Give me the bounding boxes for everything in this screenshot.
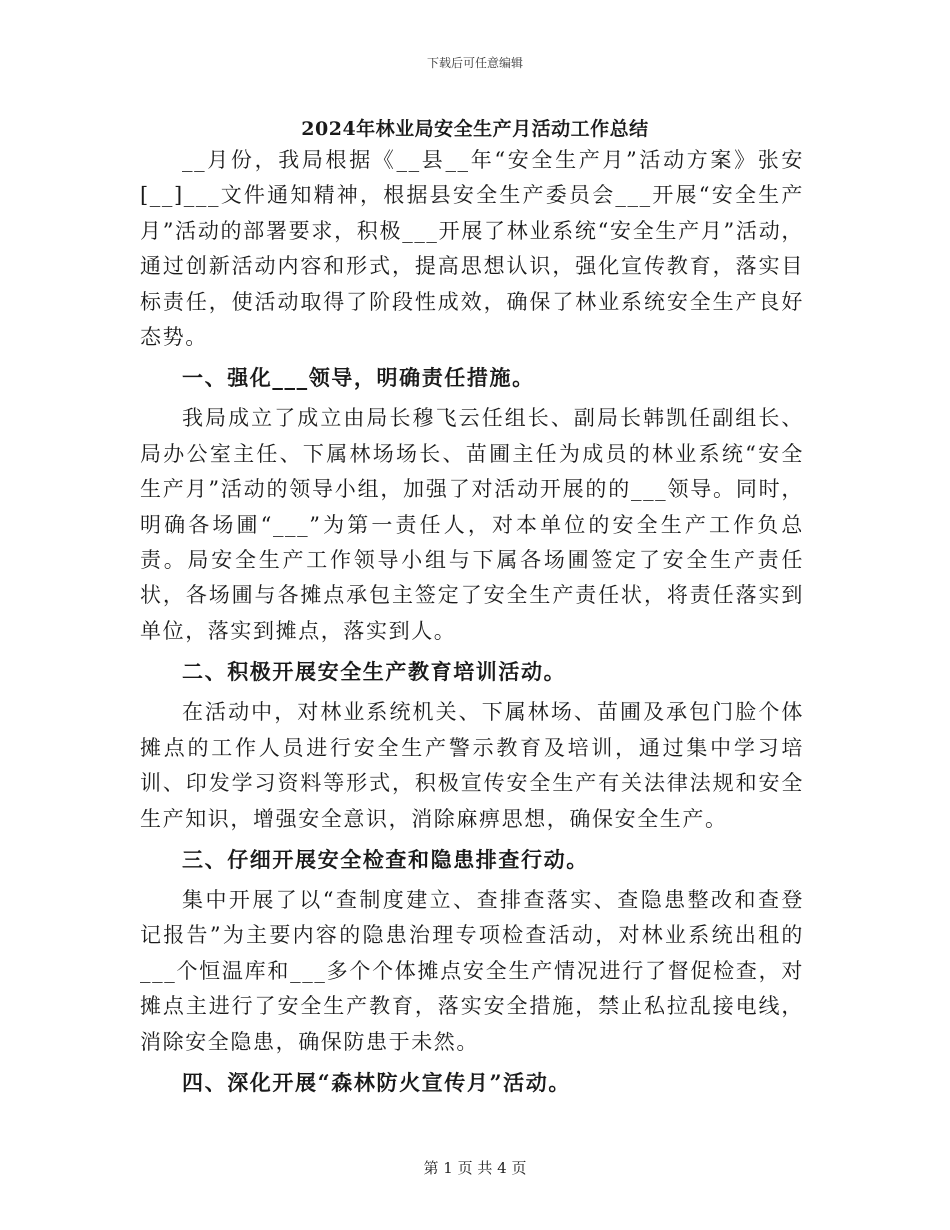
document-title: 2024年林业局安全生产月活动工作总结 xyxy=(301,118,649,140)
page-footer: 第 1 页 共 4 页 xyxy=(423,1159,527,1177)
intro-paragraph: __月份，我局根据《__县__年“安全生产月”活动方案》张安[__]___文件通知精神，根据县安全生产委员会___开展“安全生产月”活动的部署要求，积极___开展了林业系统“安全生产月”活动，通过创新活动内容和形式，提高思想认识，强化宣传教育，落实目标责任，使活动取得了阶段性成效，确保了林业系统安全生产良好态势。 xyxy=(140,148,804,350)
header-note: 下载后可任意编辑 xyxy=(426,56,523,70)
section-3-heading: 三、仔细开展安全检查和隐患排查行动。 xyxy=(182,846,589,872)
section-2-paragraph: 在活动中，对林业系统机关、下属林场、苗圃及承包门脸个体摊点的工作人员进行安全生产警示教育及培训，通过集中学习培训、印发学习资料等形式，积极宣传安全生产有关法律法规和安全生产知识，增强安全意识，消除麻痹思想，确保安全生产。 xyxy=(140,700,804,831)
document-body xyxy=(140,143,804,1106)
section-3-paragraph: 集中开展了以“查制度建立、查排查落实、查隐患整改和查登记报告”为主要内容的隐患治理专项检查活动，对林业系统出租的___个恒温库和___多个个体摊点安全生产情况进行了督促检查，对摊点主进行了安全生产教育，落实安全措施，禁止私拉乱接电线，消除安全隐患，确保防患于未然。 xyxy=(140,887,804,1054)
section-4-heading: 四、深化开展“森林防火宣传月”活动。 xyxy=(182,1069,571,1095)
section-1-paragraph: 我局成立了成立由局长穆飞云任组长、副局长韩凯任副组长、局办公室主任、下属林场场长、苗圃主任为成员的林业系统“安全生产月”活动的领导小组，加强了对活动开展的的___领导。同时，明确各场圃“___”为第一责任人，对本单位的安全生产工作负总责。局安全生产工作领导小组与下属各场圃签定了安全生产责任状，各场圃与各摊点承包主签定了安全生产责任状，将责任落实到单位，落实到摊点，落实到人。 xyxy=(140,406,804,643)
section-1-heading: 一、强化___领导，明确责任措施。 xyxy=(182,365,535,391)
section-2-heading: 二、积极开展安全生产教育培训活动。 xyxy=(182,659,567,685)
